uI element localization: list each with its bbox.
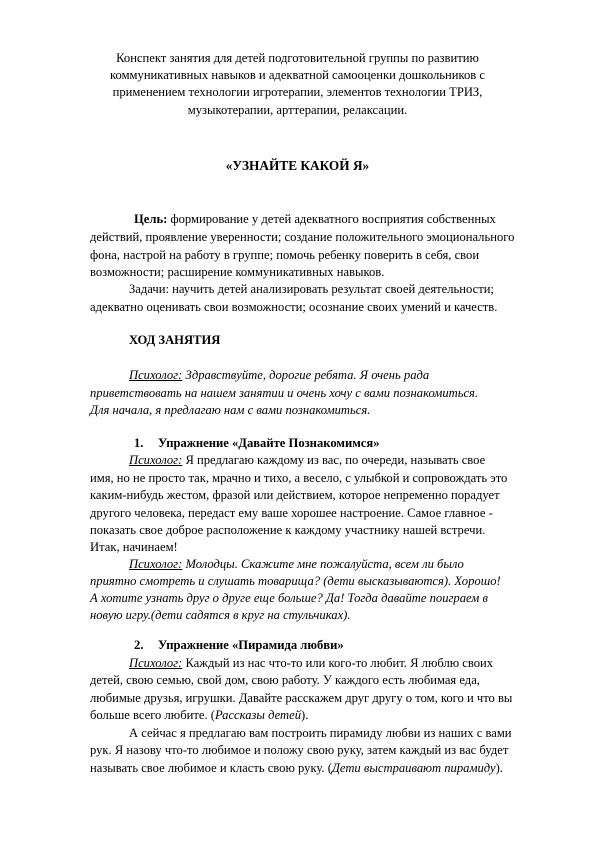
- greeting-line-3: Для начала, я предлагаю нам с вами познакомиться.: [90, 403, 371, 417]
- intro-line-3: применением технологии игротерапии, элементов технологии ТРИЗ,: [112, 85, 483, 99]
- greeting-line-2: приветствовать на нашем занятии и очень хочу с вами познакомиться.: [90, 386, 479, 400]
- ex1-p1-line-1: [129, 452, 485, 469]
- ex2-p1-line-1: [129, 655, 493, 672]
- goal-line-3: фона, настрой на работу в группе; помочь ребенку поверить в себя, свои: [90, 248, 480, 262]
- ex2-p1-line-3: любимые друзья, игрушки. Давайте расскажем друг другу о том, кого и что вы: [90, 691, 513, 705]
- exercise-2-title: Упражнение «Пирамида любви»: [158, 638, 344, 652]
- intro-line-4: музыкотерапии, арттерапии, релаксации.: [187, 103, 408, 117]
- intro-line-2: коммуникативных навыков и адекватной самооценки дошкольников с: [110, 68, 485, 82]
- ex1-p2-line-1: [129, 556, 464, 573]
- tasks-line-2: адекватно оценивать свои возможности; осознание своих умений и качеств.: [90, 300, 498, 314]
- ex1-p1-line-2: имя, но не просто так, мрачно и тихо, а весело, с улыбкой и сопровождать это: [90, 471, 508, 485]
- ex2-p1-text-4b: Рассказы детей: [214, 708, 302, 722]
- ex1-p1-line-5: показать свое доброе расположение к каждому участнику нашей встречи.: [90, 523, 486, 537]
- ex2-p2-text-3a: называть свое любимое и класть свою руку. (: [90, 761, 332, 775]
- ex2-p2-line-1: А сейчас я предлагаю вам построить пирамиду любви из наших с вами: [129, 726, 512, 740]
- exercise-2-number: 2.: [134, 638, 144, 652]
- section-heading: ХОД ЗАНЯТИЯ: [129, 333, 221, 347]
- ex2-p2-text-3b: Дети выстраивают пирамиду: [331, 761, 496, 775]
- ex2-p2-line-2: рук. Я назову что-то любимое и положу свою руку, затем каждый из вас будет: [90, 743, 509, 757]
- tasks-line-1: Задачи: научить детей анализировать результат своей деятельности;: [129, 282, 494, 296]
- speaker-label: Психолог:: [129, 453, 183, 467]
- ex1-p1-line-3: каким-нибудь жестом, фразой или действием, которое непременно порадует: [90, 488, 500, 502]
- ex2-p1-line-4: [90, 707, 308, 724]
- exercise-1-number: 1.: [134, 436, 144, 450]
- intro-line-1: Конспект занятия для детей подготовительной группы по развитию: [116, 51, 479, 65]
- ex2-p1-text-4c: ).: [301, 708, 309, 722]
- greeting-line-1: [129, 367, 429, 384]
- ex2-p1-text-4a: больше всего любите. (: [90, 708, 215, 722]
- ex1-p1-line-4: другого человека, передаст ему ваше хорошее настроение. Самое главное -: [90, 506, 493, 520]
- exercise-1-title: Упражнение «Давайте Познакомимся»: [158, 436, 380, 450]
- ex1-p2-line-2: приятно смотреть и слушать товарища? (дети высказываются). Хорошо!: [90, 574, 501, 588]
- goal-label: Цель:: [134, 212, 168, 226]
- goal-line-4: возможности; расширение коммуникативных навыков.: [90, 265, 385, 279]
- ex2-p1-text-1: Каждый из нас что-то или кого-то любит. Я люблю своих: [182, 656, 494, 670]
- goal-text-1: формирование у детей адекватного восприятия собственных: [167, 212, 496, 226]
- ex1-p2-line-3: А хотите узнать друг о друге еще больше? Да! Тогда давайте поиграем в: [90, 591, 488, 605]
- greeting-text-1: Здравствуйте, дорогие ребята. Я очень рада: [182, 368, 430, 382]
- goal-line-2: действий, проявление уверенности; создание положительного эмоционального: [90, 230, 515, 244]
- speaker-label: Психолог:: [129, 368, 183, 382]
- ex2-p2-text-3c: ).: [495, 761, 503, 775]
- speaker-label: Психолог:: [129, 557, 183, 571]
- ex1-p1-line-6: Итак, начинаем!: [90, 540, 178, 554]
- ex2-p2-line-3: [90, 760, 503, 777]
- speaker-label: Психолог:: [129, 656, 183, 670]
- ex1-p2-line-4: новую игру.(дети садятся в круг на стульчиках).: [90, 608, 351, 622]
- ex2-p1-line-2: детей, свою семью, свой дом, свою работу. У каждого есть любимая еда,: [90, 673, 480, 687]
- goal-line-1: [134, 211, 496, 228]
- ex1-p2-text-1: Молодцы. Скажите мне пожалуйста, всем ли было: [182, 557, 464, 571]
- ex1-p1-text-1: Я предлагаю каждому из вас, по очереди, называть свое: [182, 453, 486, 467]
- document-title: «УЗНАЙТЕ КАКОЙ Я»: [225, 158, 370, 173]
